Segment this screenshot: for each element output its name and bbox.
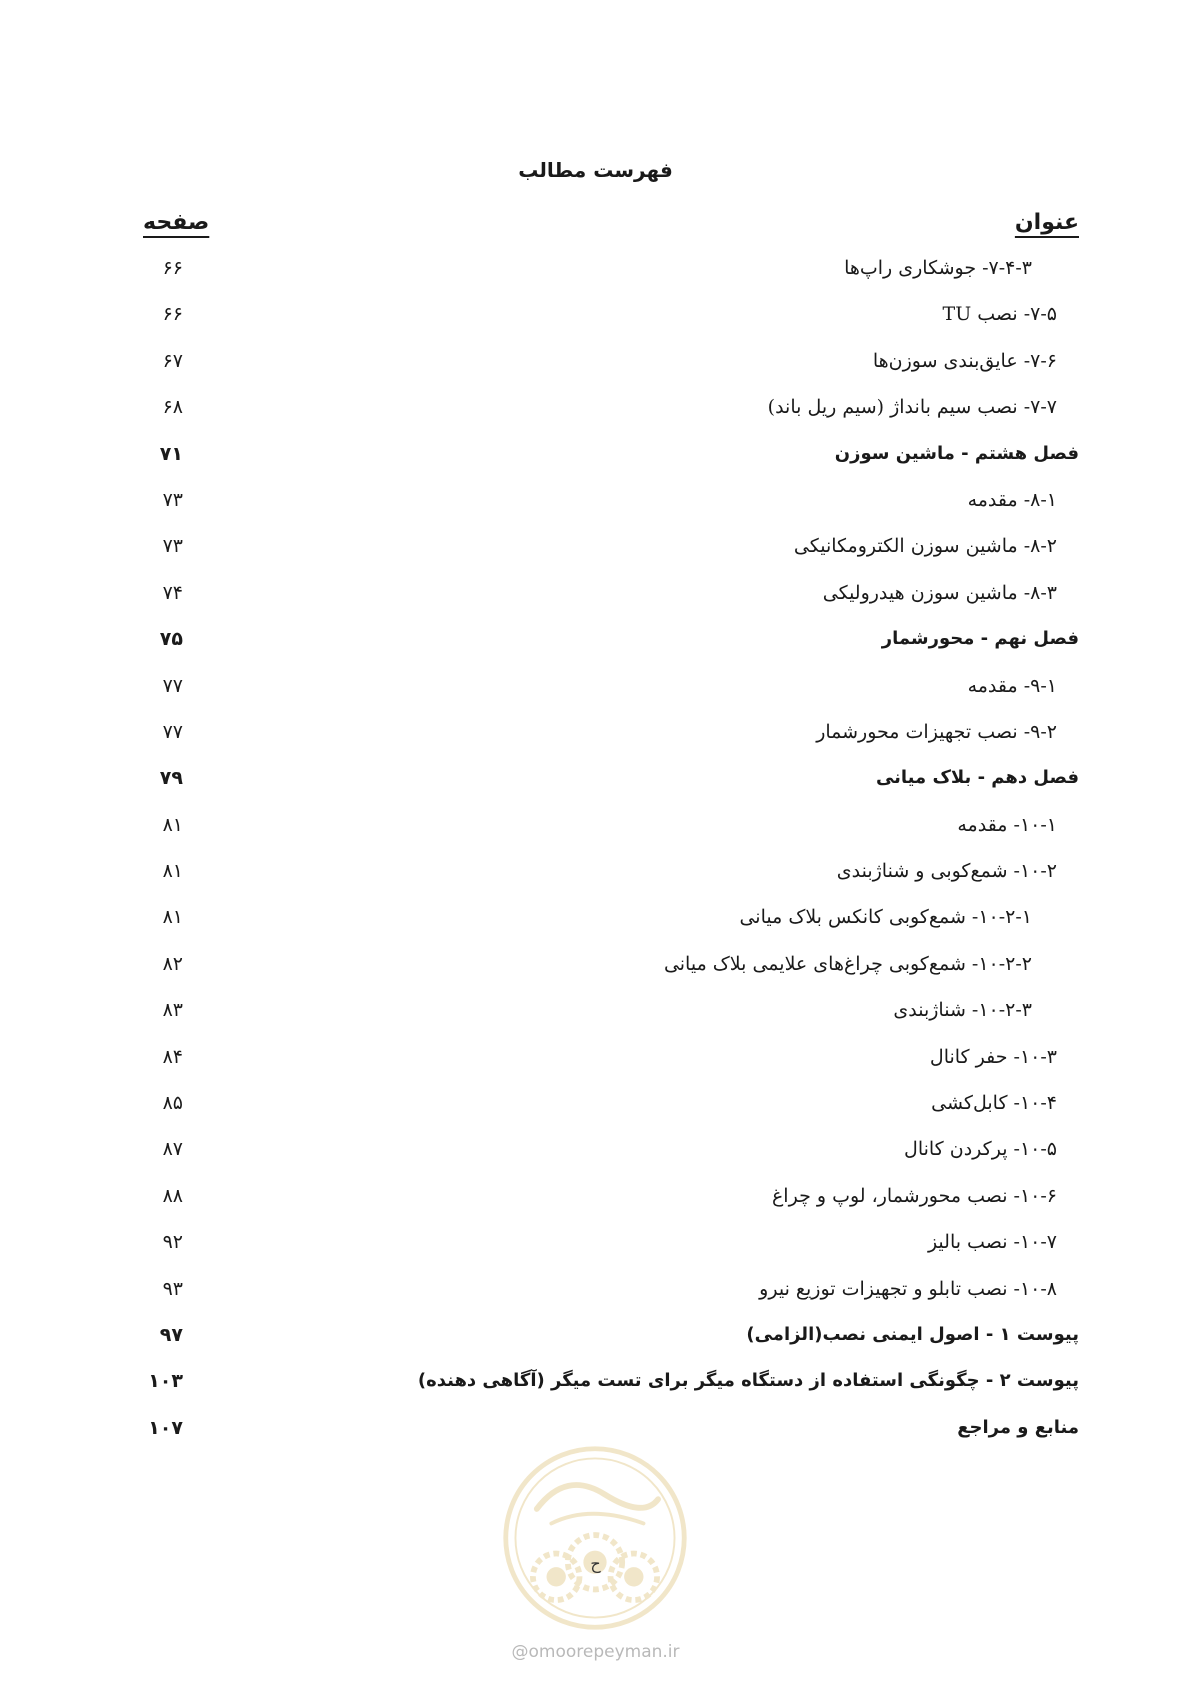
toc-entry bbox=[0, 1182, 1191, 1228]
toc-entry bbox=[0, 300, 1191, 346]
toc-entry-title: پیوست ۲ - چگونگی استفاده از دستگاه میگر برای تست میگر (آگاهی دهنده) bbox=[417, 1370, 1079, 1392]
toc-entry-title: ۱۰-۲-۲- شمع‌کوبی چراغ‌های علایمی بلاک میانی bbox=[663, 952, 1032, 975]
toc-entry-page-number: ۱۰۳ bbox=[148, 1370, 183, 1393]
toc-entry bbox=[0, 347, 1191, 393]
toc-entry-title: ۹-۱- مقدمه bbox=[967, 674, 1057, 697]
toc-entry-title: ۱۰-۲-۳- شناژبندی bbox=[893, 999, 1032, 1022]
toc-entry bbox=[0, 440, 1191, 486]
toc-entry-title: ۹-۲- نصب تجهیزات محورشمار bbox=[816, 720, 1057, 743]
toc-entry-page-number: ۹۷ bbox=[159, 1323, 183, 1346]
toc-entry-page-number: ۹۲ bbox=[162, 1231, 183, 1254]
page-marker: ح bbox=[590, 1554, 601, 1573]
toc-entry-page-number: ۶۶ bbox=[162, 257, 183, 279]
toc-entry-title: ۷-۵- نصب TU bbox=[942, 303, 1057, 326]
toc-entry bbox=[0, 1135, 1191, 1181]
toc-entry bbox=[0, 857, 1191, 903]
toc-entry-title: ۱۰-۵- پرکردن کانال bbox=[904, 1138, 1057, 1161]
toc-entry-title: ۱۰-۲-۱- شمع‌کوبی کانکس بلاک میانی bbox=[739, 906, 1032, 929]
toc-entry-title: فصل هشتم - ماشین سوزن bbox=[834, 442, 1079, 464]
title-column-header: عنوان bbox=[1014, 210, 1079, 235]
toc-entry-page-number: ۷۳ bbox=[162, 535, 183, 558]
toc-entry-title: ۸-۲- ماشین سوزن الکترومکانیکی bbox=[793, 535, 1057, 558]
toc-entry-title: ۱۰-۷- نصب بالیز bbox=[927, 1231, 1057, 1254]
toc-entry bbox=[0, 718, 1191, 764]
toc-entry-title: ۱۰-۸- نصب تابلو و تجهیزات توزیع نیرو bbox=[759, 1277, 1057, 1300]
toc-entry-title: ۷-۴-۳- جوشکاری راپ‌ها bbox=[844, 257, 1032, 279]
toc-entry-page-number: ۸۵ bbox=[162, 1092, 183, 1115]
toc-entry-page-number: ۸۱ bbox=[162, 813, 183, 836]
toc-entry bbox=[0, 1367, 1191, 1413]
toc-entry bbox=[0, 1228, 1191, 1274]
toc-entry-title: پیوست ۱ - اصول ایمنی نصب(الزامی) bbox=[746, 1323, 1079, 1345]
page-column-header: صفحه bbox=[143, 210, 210, 235]
toc-entry-page-number: ۸۳ bbox=[162, 999, 183, 1022]
toc-entry-title: ۱۰-۳- حفر کانال bbox=[929, 1045, 1057, 1068]
toc-entry bbox=[0, 625, 1191, 671]
toc-entry-title: ۷-۷- نصب سیم بانداژ (سیم ریل باند) bbox=[767, 396, 1057, 419]
toc-entry bbox=[0, 579, 1191, 625]
toc-entry bbox=[0, 1043, 1191, 1089]
toc-entry bbox=[0, 393, 1191, 439]
toc-entry-page-number: ۷۵ bbox=[159, 628, 183, 651]
toc-entry-title: ۱۰-۲- شمع‌کوبی و شناژبندی bbox=[836, 860, 1057, 883]
toc-entry bbox=[0, 486, 1191, 532]
toc-entry-title: ۸-۳- ماشین سوزن هیدرولیکی bbox=[822, 581, 1057, 604]
toc-entry bbox=[0, 811, 1191, 857]
toc-entry-title: ۸-۱- مقدمه bbox=[967, 488, 1057, 511]
toc-entry-page-number: ۷۷ bbox=[162, 674, 183, 697]
toc-entry-page-number: ۶۸ bbox=[162, 396, 183, 419]
toc-heading: فهرست مطالب bbox=[518, 158, 673, 182]
toc-entry-page-number: ۷۱ bbox=[159, 442, 183, 465]
toc-entry bbox=[0, 254, 1191, 300]
watermark-text: @omoorepeyman.ir bbox=[511, 1642, 680, 1662]
toc-entry bbox=[0, 1275, 1191, 1321]
toc-entry bbox=[0, 1321, 1191, 1367]
toc-entry-page-number: ۸۲ bbox=[162, 952, 183, 975]
toc-entry-page-number: ۹۳ bbox=[162, 1277, 183, 1300]
toc-entry-title: فصل نهم - محورشمار bbox=[881, 628, 1079, 650]
toc-entry-page-number: ۶۷ bbox=[162, 349, 183, 372]
toc-entry bbox=[0, 764, 1191, 810]
toc-entry bbox=[0, 996, 1191, 1042]
toc-entry-page-number: ۷۹ bbox=[159, 767, 183, 790]
toc-entry-page-number: ۸۴ bbox=[162, 1045, 183, 1068]
toc-entry-page-number: ۷۷ bbox=[162, 720, 183, 743]
toc-entry-title: ۱۰-۱- مقدمه bbox=[957, 813, 1057, 836]
toc-entry-title: فصل دهم - بلاک میانی bbox=[875, 767, 1079, 789]
toc-entry bbox=[0, 672, 1191, 718]
toc-entry-page-number: ۷۴ bbox=[162, 581, 183, 604]
toc-entry-title: ۱۰-۶- نصب محورشمار، لوپ و چراغ bbox=[771, 1184, 1057, 1207]
toc-entry-title: ۷-۶- عایق‌بندی سوزن‌ها bbox=[872, 349, 1057, 372]
toc-entry-title: ۱۰-۴- کابل‌کشی bbox=[931, 1092, 1057, 1115]
toc-entry-page-number: ۷۳ bbox=[162, 488, 183, 511]
omoorepeyman-seal-icon bbox=[498, 1441, 692, 1635]
toc-entry-page-number: ۱۰۷ bbox=[148, 1416, 183, 1439]
toc-entry bbox=[0, 903, 1191, 949]
toc-entries bbox=[0, 254, 1191, 1460]
toc-entry bbox=[0, 532, 1191, 578]
toc-entry-page-number: ۶۶ bbox=[162, 303, 183, 326]
toc-entry-page-number: ۸۱ bbox=[162, 906, 183, 929]
toc-entry-page-number: ۸۷ bbox=[162, 1138, 183, 1161]
toc-entry-page-number: ۸۱ bbox=[162, 860, 183, 883]
toc-entry-page-number: ۸۸ bbox=[162, 1184, 183, 1207]
toc-entry-title: منابع و مراجع bbox=[957, 1416, 1079, 1438]
toc-entry bbox=[0, 950, 1191, 996]
toc-entry bbox=[0, 1089, 1191, 1135]
